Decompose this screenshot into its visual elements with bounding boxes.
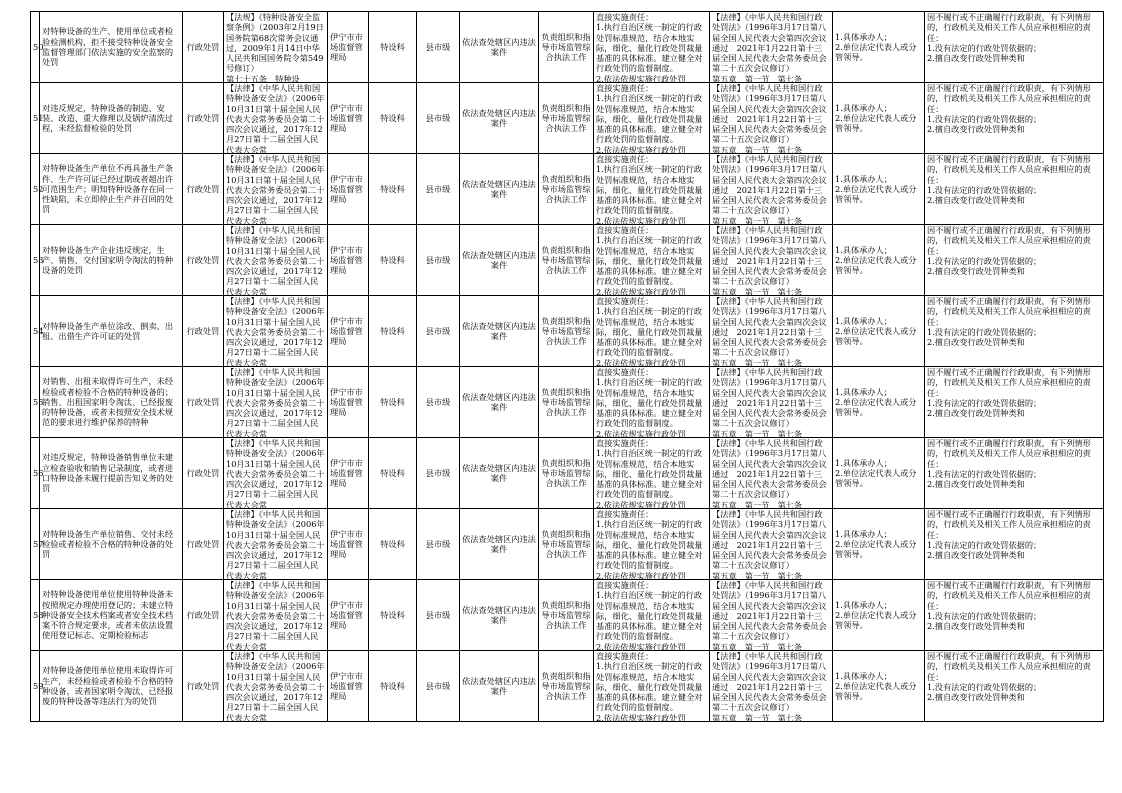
- legal-basis-cell: [224, 367, 328, 438]
- level: 县市级: [425, 41, 451, 52]
- responsibility-cell: [594, 154, 710, 225]
- legal-basis: 【法律】《中华人民共和国特种设备安全法》（2006年10月31日第十届全国人民代表大会常务委员会第二十四次会议通过，2017年12月27日第十二届全国人民代表大会常: [226, 296, 325, 368]
- level: 县市级: [425, 325, 451, 336]
- accountability: 因不履行或不正确履行行政职责，有下列情形的，行政机关及相关工作人员应承担相应的责任： 1.没有法定的行政处罚依据的； 2.擅自改变行政处罚种类和: [927, 651, 1091, 703]
- item-name-cell: [40, 580, 183, 651]
- subject-cell: [833, 367, 925, 438]
- duty-cell: [539, 651, 594, 722]
- office-cell: [369, 580, 417, 651]
- power-type: 行政处罚: [186, 41, 220, 52]
- accountability: 因不履行或不正确履行行政职责，有下列情形的，行政机关及相关工作人员应承担相应的责任： 1.没有法定的行政处罚依据的； 2.擅自改变行政处罚种类和: [927, 83, 1091, 135]
- department-cell: [328, 225, 369, 296]
- table-row: [31, 296, 1104, 367]
- method-cell: [460, 651, 539, 722]
- responsibility: 直接实施责任： 1.执行自治区统一制定的行政处罚标准规范，结合本地实际，细化、量化行政处罚裁量基准的具体标准。建立健全对行政处罚的监督制度。 2.依法依规实施行政处罚: [596, 509, 703, 581]
- office-cell: [369, 154, 417, 225]
- responsibility-cell: [594, 651, 710, 722]
- item-name-cell: [40, 296, 183, 367]
- office: 特设科: [380, 467, 405, 478]
- responsibility: 直接实施责任： 1.执行自治区统一制定的行政处罚标准规范，结合本地实际，细化、量化行政处罚裁量基准的具体标准。建立健全对行政处罚的监督制度。 2.依法依规实施行政处罚: [596, 580, 703, 652]
- duty: 负责组织和指导市场监管综合执法工作: [541, 457, 591, 489]
- row-number: 54: [33, 325, 44, 336]
- table-row: [31, 154, 1104, 225]
- legal-basis-cell: [224, 509, 328, 580]
- row-number-cell: [31, 509, 44, 580]
- legal-basis: 【法律】《中华人民共和国特种设备安全法》（2006年10月31日第十届全国人民代表大会常务委员会第二十四次会议通过，2017年12月27日第十二届全国人民代表大会常: [226, 367, 325, 439]
- power-type-cell: [183, 580, 224, 651]
- accountability: 因不履行或不正确履行行政职责，有下列情形的，行政机关及相关工作人员应承担相应的责任： 1.没有法定的行政处罚依据的； 2.擅自改变行政处罚种类和: [927, 509, 1091, 561]
- level-cell: [417, 83, 460, 154]
- duty-cell: [539, 580, 594, 651]
- responsibility-basis-cell: [710, 83, 833, 154]
- power-type: 行政处罚: [186, 538, 220, 549]
- subject-cell: [833, 509, 925, 580]
- office: 特设科: [380, 609, 405, 620]
- responsible-subject: 1.具体承办人； 2.单位法定代表人或分管领导。: [835, 31, 917, 63]
- power-type-cell: [183, 509, 224, 580]
- row-number: 50: [33, 41, 44, 52]
- method: 依法查处辖区内违法案件: [462, 107, 536, 128]
- duty-cell: [539, 83, 594, 154]
- level-cell: [417, 367, 460, 438]
- accountability-cell: [925, 509, 1104, 580]
- responsibility-basis-cell: [710, 580, 833, 651]
- duty: 负责组织和指导市场监管综合执法工作: [541, 31, 591, 63]
- legal-basis: 【法律】《中华人民共和国特种设备安全法》（2006年10月31日第十届全国人民代表大会常务委员会第二十四次会议通过，2017年12月27日第十二届全国人民代表大会常: [226, 651, 325, 723]
- office-cell: [369, 12, 417, 83]
- responsibility-cell: [594, 580, 710, 651]
- level-cell: [417, 225, 460, 296]
- duty: 负责组织和指导市场监管综合执法工作: [541, 386, 591, 418]
- method: 依法查处辖区内违法案件: [462, 249, 536, 270]
- office: 特设科: [380, 680, 405, 691]
- item-name: 对特种设备生产单位不再具备生产条件、生产许可证已经过期或者超出许可范围生产；明知特种设备存在同一性缺陷，未立即停止生产并召回的处罚: [42, 163, 174, 215]
- legal-basis: 【法律】《中华人民共和国特种设备安全法》（2006年10月31日第十届全国人民代表大会常务委员会第二十四次会议通过，2017年12月27日第十二届全国人民代表大会常: [226, 509, 325, 581]
- method-cell: [460, 83, 539, 154]
- method-cell: [460, 367, 539, 438]
- accountability-cell: [925, 12, 1104, 83]
- responsibility-basis-cell: [710, 12, 833, 83]
- power-type-cell: [183, 296, 224, 367]
- department: 伊宁市市场监督管理局: [330, 315, 363, 347]
- item-name-cell: [40, 154, 183, 225]
- responsible-subject: 1.具体承办人； 2.单位法定代表人或分管领导。: [835, 173, 917, 205]
- accountability-cell: [925, 367, 1104, 438]
- power-type: 行政处罚: [186, 325, 220, 336]
- method: 依法查处辖区内违法案件: [462, 320, 536, 341]
- method-cell: [460, 12, 539, 83]
- item-name-cell: [40, 438, 183, 509]
- subject-cell: [833, 83, 925, 154]
- row-number: 52: [33, 183, 44, 194]
- accountability: 因不履行或不正确履行行政职责，有下列情形的，行政机关及相关工作人员应承担相应的责任： 1.没有法定的行政处罚依据的； 2.擅自改变行政处罚种类和: [927, 367, 1091, 419]
- legal-basis-cell: [224, 580, 328, 651]
- row-number-cell: [31, 225, 44, 296]
- method: 依法查处辖区内违法案件: [462, 675, 536, 696]
- department-cell: [328, 12, 369, 83]
- duty-cell: [539, 296, 594, 367]
- duty-cell: [539, 12, 594, 83]
- responsibility-cell: [594, 438, 710, 509]
- method-cell: [460, 296, 539, 367]
- power-type-cell: [183, 367, 224, 438]
- office-cell: [369, 296, 417, 367]
- table-row: [31, 12, 1104, 83]
- item-name-cell: [40, 509, 183, 580]
- row-number-cell: [31, 83, 44, 154]
- table-row: [31, 580, 1104, 651]
- level-cell: [417, 296, 460, 367]
- legal-basis-cell: [224, 296, 328, 367]
- method: 依法查处辖区内违法案件: [462, 604, 536, 625]
- responsibility-basis-cell: [710, 296, 833, 367]
- item-name: 对特种设备的生产、使用单位或者检验检测机构，拒不接受特种设备安全监督管理部门依法实施的安全监察的处罚: [42, 26, 174, 68]
- duty-cell: [539, 438, 594, 509]
- row-number-cell: [31, 12, 44, 83]
- responsibility-basis: 【法律】《中华人民共和国行政处罚法》（1996年3月17日第八届全国人民代表大会第四次会议通过 2021年1月22日第十三届全国人民代表大会常务委员会第二十五次会议修订） 第五章 第一节 第七条: [712, 12, 827, 84]
- accountability: 因不履行或不正确履行行政职责，有下列情形的，行政机关及相关工作人员应承担相应的责任： 1.没有法定的行政处罚依据的； 2.擅自改变行政处罚种类和: [927, 225, 1091, 277]
- responsibility-basis: 【法律】《中华人民共和国行政处罚法》（1996年3月17日第八届全国人民代表大会第四次会议通过 2021年1月22日第十三届全国人民代表大会常务委员会第二十五次会议修订） 第五章 第一节 第七条: [712, 225, 827, 297]
- accountability-cell: [925, 83, 1104, 154]
- level-cell: [417, 12, 460, 83]
- responsibility-cell: [594, 83, 710, 154]
- method-cell: [460, 154, 539, 225]
- responsibility-basis: 【法律】《中华人民共和国行政处罚法》（1996年3月17日第八届全国人民代表大会第四次会议通过 2021年1月22日第十三届全国人民代表大会常务委员会第二十五次会议修订） 第五章 第一节 第七条: [712, 651, 827, 723]
- row-number-cell: [31, 580, 44, 651]
- office: 特设科: [380, 396, 405, 407]
- power-type-cell: [183, 438, 224, 509]
- office: 特设科: [380, 41, 405, 52]
- duty: 负责组织和指导市场监管综合执法工作: [541, 528, 591, 560]
- power-type-cell: [183, 651, 224, 722]
- duty: 负责组织和指导市场监管综合执法工作: [541, 244, 591, 276]
- responsibility-basis-cell: [710, 509, 833, 580]
- responsible-subject: 1.具体承办人； 2.单位法定代表人或分管领导。: [835, 102, 917, 134]
- duty-cell: [539, 509, 594, 580]
- duty-cell: [539, 154, 594, 225]
- office-cell: [369, 225, 417, 296]
- subject-cell: [833, 580, 925, 651]
- responsibility: 直接实施责任： 1.执行自治区统一制定的行政处罚标准规范，结合本地实际，细化、量化行政处罚裁量基准的具体标准。建立健全对行政处罚的监督制度。 2.依法依规实施行政处罚: [596, 12, 703, 84]
- method-cell: [460, 438, 539, 509]
- subject-cell: [833, 651, 925, 722]
- department-cell: [328, 651, 369, 722]
- item-name: 对特种设备生产企业违反规定，生产、销售、交付国家明令淘汰的特种设备的处罚: [42, 244, 174, 276]
- responsibility: 直接实施责任： 1.执行自治区统一制定的行政处罚标准规范，结合本地实际，细化、量化行政处罚裁量基准的具体标准。建立健全对行政处罚的监督制度。 2.依法依规实施行政处罚: [596, 651, 703, 723]
- office-cell: [369, 438, 417, 509]
- department-cell: [328, 367, 369, 438]
- responsibility-basis-cell: [710, 438, 833, 509]
- legal-basis-cell: [224, 651, 328, 722]
- level-cell: [417, 154, 460, 225]
- power-type: 行政处罚: [186, 467, 220, 478]
- row-number: 55: [33, 396, 44, 407]
- accountability-cell: [925, 580, 1104, 651]
- item-name: 对特种设备使用单位使用未取得许可生产，未经检验或者检验不合格的特种设备，或者国家明令淘汰、已经报废的特种设备等违法行为的处罚: [42, 665, 174, 707]
- duty: 负责组织和指导市场监管综合执法工作: [541, 315, 591, 347]
- department: 伊宁市市场监督管理局: [330, 599, 363, 631]
- responsibility: 直接实施责任： 1.执行自治区统一制定的行政处罚标准规范，结合本地实际，细化、量化行政处罚裁量基准的具体标准。建立健全对行政处罚的监督制度。 2.依法依规实施行政处罚: [596, 438, 703, 510]
- responsibility-basis: 【法律】《中华人民共和国行政处罚法》（1996年3月17日第八届全国人民代表大会第四次会议通过 2021年1月22日第十三届全国人民代表大会常务委员会第二十五次会议修订） 第五章 第一节 第七条: [712, 580, 827, 652]
- department: 伊宁市市场监督管理局: [330, 31, 363, 63]
- responsible-subject: 1.具体承办人； 2.单位法定代表人或分管领导。: [835, 244, 917, 276]
- level: 县市级: [425, 467, 451, 478]
- table-row: [31, 225, 1104, 296]
- department: 伊宁市市场监督管理局: [330, 173, 363, 205]
- accountability-cell: [925, 438, 1104, 509]
- item-name: 对销售、出租未取得许可生产，未经检验或者检验不合格的特种设备的；销售、出租国家明令淘汰、已经报废的特种设备，或者未按照安全技术规范的要求进行维护保养的特种: [42, 376, 174, 428]
- power-type-cell: [183, 12, 224, 83]
- responsibility-table: [30, 11, 1104, 722]
- table-row: [31, 651, 1104, 722]
- department-cell: [328, 83, 369, 154]
- power-type: 行政处罚: [186, 396, 220, 407]
- department: 伊宁市市场监督管理局: [330, 528, 363, 560]
- method-cell: [460, 580, 539, 651]
- office-cell: [369, 367, 417, 438]
- accountability: 因不履行或不正确履行行政职责，有下列情形的，行政机关及相关工作人员应承担相应的责任： 1.没有法定的行政处罚依据的； 2.擅自改变行政处罚种类和: [927, 580, 1091, 632]
- department: 伊宁市市场监督管理局: [330, 102, 363, 134]
- item-name: 对特种设备生产单位涂改、倒卖、出租、出借生产许可证的处罚: [42, 320, 174, 341]
- level-cell: [417, 509, 460, 580]
- responsible-subject: 1.具体承办人； 2.单位法定代表人或分管领导。: [835, 599, 917, 631]
- level: 县市级: [425, 609, 451, 620]
- item-name-cell: [40, 12, 183, 83]
- power-type: 行政处罚: [186, 183, 220, 194]
- department-cell: [328, 509, 369, 580]
- method: 依法查处辖区内违法案件: [462, 462, 536, 483]
- accountability: 因不履行或不正确履行行政职责，有下列情形的，行政机关及相关工作人员应承担相应的责任： 1.没有法定的行政处罚依据的； 2.擅自改变行政处罚种类和: [927, 296, 1091, 348]
- row-number: 58: [33, 609, 44, 620]
- row-number: 56: [33, 467, 44, 478]
- legal-basis-cell: [224, 154, 328, 225]
- item-name-cell: [40, 83, 183, 154]
- subject-cell: [833, 438, 925, 509]
- department-cell: [328, 154, 369, 225]
- level: 县市级: [425, 396, 451, 407]
- department: 伊宁市市场监督管理局: [330, 670, 363, 702]
- power-type-cell: [183, 154, 224, 225]
- legal-basis: 【法律】《中华人民共和国特种设备安全法》（2006年10月31日第十届全国人民代表大会常务委员会第二十四次会议通过，2017年12月27日第十二届全国人民代表大会常: [226, 83, 325, 155]
- office: 特设科: [380, 183, 405, 194]
- responsibility: 直接实施责任： 1.执行自治区统一制定的行政处罚标准规范，结合本地实际，细化、量化行政处罚裁量基准的具体标准。建立健全对行政处罚的监督制度。 2.依法依规实施行政处罚: [596, 154, 703, 226]
- responsibility: 直接实施责任： 1.执行自治区统一制定的行政处罚标准规范，结合本地实际，细化、量化行政处罚裁量基准的具体标准。建立健全对行政处罚的监督制度。 2.依法依规实施行政处罚: [596, 367, 703, 439]
- power-type-cell: [183, 225, 224, 296]
- table-row: [31, 509, 1104, 580]
- method-cell: [460, 509, 539, 580]
- power-type-cell: [183, 83, 224, 154]
- duty: 负责组织和指导市场监管综合执法工作: [541, 670, 591, 702]
- office: 特设科: [380, 254, 405, 265]
- responsibility-cell: [594, 296, 710, 367]
- legal-basis: 【法规】《特种设备安全监察条例》（2003年2月19日国务院第68次常务会议通过，2009年1月14日中华人民共和国国务院令第549号修订） 第七十五条 特种设: [226, 12, 324, 84]
- level: 县市级: [425, 680, 451, 691]
- responsibility-basis: 【法律】《中华人民共和国行政处罚法》（1996年3月17日第八届全国人民代表大会第四次会议通过 2021年1月22日第十三届全国人民代表大会常务委员会第二十五次会议修订） 第五章 第一节 第七条: [712, 367, 827, 439]
- responsibility-cell: [594, 12, 710, 83]
- responsibility-cell: [594, 509, 710, 580]
- duty: 负责组织和指导市场监管综合执法工作: [541, 102, 591, 134]
- table-row: [31, 438, 1104, 509]
- responsibility-basis: 【法律】《中华人民共和国行政处罚法》（1996年3月17日第八届全国人民代表大会第四次会议通过 2021年1月22日第十三届全国人民代表大会常务委员会第二十五次会议修订） 第五章 第一节 第七条: [712, 154, 827, 226]
- legal-basis: 【法律】《中华人民共和国特种设备安全法》（2006年10月31日第十届全国人民代表大会常务委员会第二十四次会议通过，2017年12月27日第十二届全国人民代表大会常: [226, 225, 325, 297]
- legal-basis: 【法律】《中华人民共和国特种设备安全法》（2006年10月31日第十届全国人民代表大会常务委员会第二十四次会议通过，2017年12月27日第十二届全国人民代表大会常: [226, 154, 325, 226]
- accountability: 因不履行或不正确履行行政职责，有下列情形的，行政机关及相关工作人员应承担相应的责任： 1.没有法定的行政处罚依据的； 2.擅自改变行政处罚种类和: [927, 438, 1091, 490]
- responsibility-basis: 【法律】《中华人民共和国行政处罚法》（1996年3月17日第八届全国人民代表大会第四次会议通过 2021年1月22日第十三届全国人民代表大会常务委员会第二十五次会议修订） 第五章 第一节 第七条: [712, 438, 827, 510]
- department: 伊宁市市场监督管理局: [330, 244, 363, 276]
- item-name: 对违反规定，特种设备的制造、安装、改造、重大修理以及锅炉清洗过程，未经监督检验的处罚: [42, 102, 174, 134]
- legal-basis-cell: [224, 12, 328, 83]
- responsibility-basis-cell: [710, 154, 833, 225]
- row-number: 53: [33, 254, 44, 265]
- responsible-subject: 1.具体承办人； 2.单位法定代表人或分管领导。: [835, 386, 917, 418]
- office-cell: [369, 83, 417, 154]
- office: 特设科: [380, 538, 405, 549]
- level: 县市级: [425, 538, 451, 549]
- office-cell: [369, 651, 417, 722]
- department-cell: [328, 580, 369, 651]
- accountability-cell: [925, 225, 1104, 296]
- level-cell: [417, 651, 460, 722]
- item-name-cell: [40, 367, 183, 438]
- responsibility-basis: 【法律】《中华人民共和国行政处罚法》（1996年3月17日第八届全国人民代表大会第四次会议通过 2021年1月22日第十三届全国人民代表大会常务委员会第二十五次会议修订） 第五章 第一节 第七条: [712, 509, 827, 581]
- legal-basis-cell: [224, 225, 328, 296]
- power-type: 行政处罚: [186, 112, 220, 123]
- responsibility-cell: [594, 225, 710, 296]
- row-number: 57: [33, 538, 44, 549]
- responsibility-basis-cell: [710, 367, 833, 438]
- responsible-subject: 1.具体承办人； 2.单位法定代表人或分管领导。: [835, 457, 917, 489]
- power-type: 行政处罚: [186, 254, 220, 265]
- row-number-cell: [31, 296, 44, 367]
- office: 特设科: [380, 112, 405, 123]
- power-type: 行政处罚: [186, 609, 220, 620]
- department-cell: [328, 296, 369, 367]
- responsibility: 直接实施责任： 1.执行自治区统一制定的行政处罚标准规范，结合本地实际，细化、量化行政处罚裁量基准的具体标准。建立健全对行政处罚的监督制度。 2.依法依规实施行政处罚: [596, 296, 703, 368]
- row-number-cell: [31, 438, 44, 509]
- accountability-cell: [925, 651, 1104, 722]
- row-number: 51: [33, 112, 44, 123]
- method: 依法查处辖区内违法案件: [462, 391, 536, 412]
- table-body: [31, 12, 1104, 722]
- item-name-cell: [40, 651, 183, 722]
- legal-basis: 【法律】《中华人民共和国特种设备安全法》（2006年10月31日第十届全国人民代表大会常务委员会第二十四次会议通过，2017年12月27日第十二届全国人民代表大会常: [226, 438, 325, 510]
- department-cell: [328, 438, 369, 509]
- responsibility: 直接实施责任： 1.执行自治区统一制定的行政处罚标准规范，结合本地实际，细化、量化行政处罚裁量基准的具体标准。建立健全对行政处罚的监督制度。 2.依法依规实施行政处罚: [596, 83, 703, 155]
- item-name-cell: [40, 225, 183, 296]
- responsibility-basis: 【法律】《中华人民共和国行政处罚法》（1996年3月17日第八届全国人民代表大会第四次会议通过 2021年1月22日第十三届全国人民代表大会常务委员会第二十五次会议修订） 第五章 第一节 第七条: [712, 296, 827, 368]
- responsible-subject: 1.具体承办人； 2.单位法定代表人或分管领导。: [835, 528, 917, 560]
- office-cell: [369, 509, 417, 580]
- item-name: 对特种设备生产单位销售、交付未经检验或者检验不合格的特种设备的处罚: [42, 528, 174, 560]
- item-name: 对违反规定，特种设备销售单位未建立检查验收和销售记录制度，或者进口特种设备未履行提前告知义务的处罚: [42, 452, 174, 494]
- row-number-cell: [31, 651, 44, 722]
- department: 伊宁市市场监督管理局: [330, 386, 363, 418]
- subject-cell: [833, 225, 925, 296]
- method: 依法查处辖区内违法案件: [462, 533, 536, 554]
- method: 依法查处辖区内违法案件: [462, 36, 536, 57]
- row-number-cell: [31, 154, 44, 225]
- duty-cell: [539, 225, 594, 296]
- legal-basis-cell: [224, 438, 328, 509]
- department: 伊宁市市场监督管理局: [330, 457, 363, 489]
- responsibility-cell: [594, 367, 710, 438]
- duty-cell: [539, 367, 594, 438]
- subject-cell: [833, 12, 925, 83]
- accountability-cell: [925, 296, 1104, 367]
- method-cell: [460, 225, 539, 296]
- duty: 负责组织和指导市场监管综合执法工作: [541, 599, 591, 631]
- level-cell: [417, 438, 460, 509]
- subject-cell: [833, 296, 925, 367]
- responsible-subject: 1.具体承办人； 2.单位法定代表人或分管领导。: [835, 315, 917, 347]
- method: 依法查处辖区内违法案件: [462, 178, 536, 199]
- office: 特设科: [380, 325, 405, 336]
- legal-basis-cell: [224, 83, 328, 154]
- responsibility-basis-cell: [710, 225, 833, 296]
- accountability: 因不履行或不正确履行行政职责，有下列情形的，行政机关及相关工作人员应承担相应的责任： 1.没有法定的行政处罚依据的； 2.擅自改变行政处罚种类和: [927, 12, 1091, 64]
- accountability-cell: [925, 154, 1104, 225]
- level: 县市级: [425, 254, 451, 265]
- level: 县市级: [425, 183, 451, 194]
- accountability: 因不履行或不正确履行行政职责，有下列情形的，行政机关及相关工作人员应承担相应的责任： 1.没有法定的行政处罚依据的； 2.擅自改变行政处罚种类和: [927, 154, 1091, 206]
- level: 县市级: [425, 112, 451, 123]
- item-name: 对特种设备使用单位使用特种设备未按照规定办理使用登记的；未建立特种设备安全技术档案或者安全技术档案不符合规定要求，或者未依法设置使用登记标志、定期检验标志: [42, 589, 174, 641]
- responsibility-basis: 【法律】《中华人民共和国行政处罚法》（1996年3月17日第八届全国人民代表大会第四次会议通过 2021年1月22日第十三届全国人民代表大会常务委员会第二十五次会议修订） 第五章 第一节 第七条: [712, 83, 827, 155]
- table-row: [31, 367, 1104, 438]
- responsible-subject: 1.具体承办人； 2.单位法定代表人或分管领导。: [835, 670, 917, 702]
- level-cell: [417, 580, 460, 651]
- subject-cell: [833, 154, 925, 225]
- table-row: [31, 83, 1104, 154]
- responsibility-basis-cell: [710, 651, 833, 722]
- duty: 负责组织和指导市场监管综合执法工作: [541, 173, 591, 205]
- responsibility: 直接实施责任： 1.执行自治区统一制定的行政处罚标准规范，结合本地实际，细化、量化行政处罚裁量基准的具体标准。建立健全对行政处罚的监督制度。 2.依法依规实施行政处罚: [596, 225, 703, 297]
- row-number-cell: [31, 367, 44, 438]
- power-type: 行政处罚: [186, 680, 220, 691]
- legal-basis: 【法律】《中华人民共和国特种设备安全法》（2006年10月31日第十届全国人民代表大会常务委员会第二十四次会议通过，2017年12月27日第十二届全国人民代表大会常: [226, 580, 325, 652]
- row-number: 59: [33, 680, 44, 691]
